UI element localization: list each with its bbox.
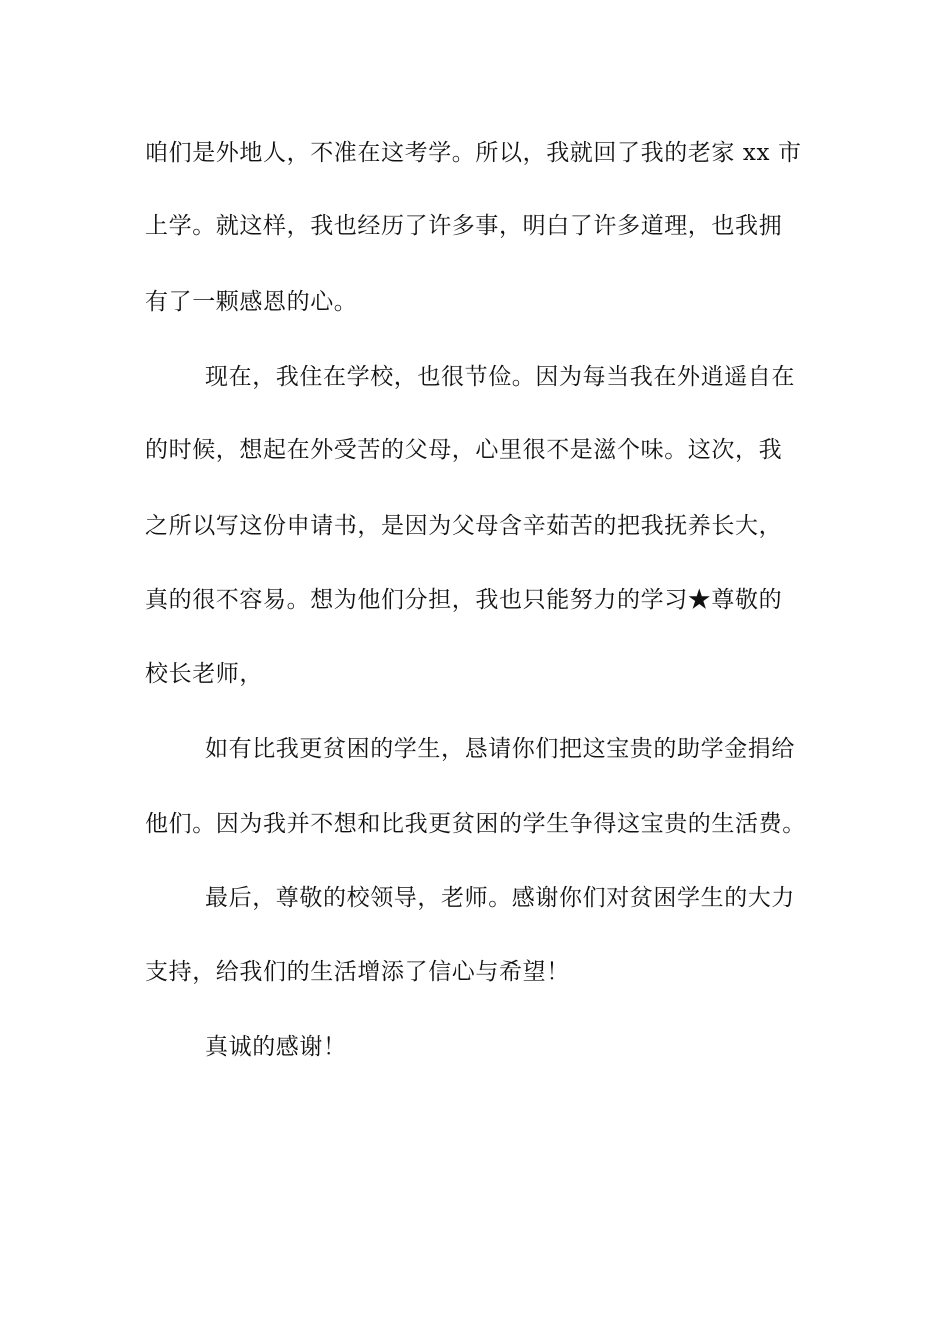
closing-line: 真诚的感谢！ — [205, 1034, 347, 1060]
text-line: 他们。因为我并不想和比我更贫困的学生争得这宝贵的生活费。 — [145, 811, 806, 837]
text-line: 有了一颗感恩的心。 — [145, 289, 358, 315]
text-line: 的时候，想起在外受苦的父母，心里很不是滋个味。这次，我 — [145, 437, 783, 463]
text-line: 真的很不容易。想为他们分担，我也只能努力的学习★尊敬的 — [145, 587, 783, 613]
paragraph-start-line: 现在，我住在学校，也很节俭。因为每当我在外逍遥自在 — [205, 364, 795, 390]
paragraph-start-line: 最后，尊敬的校领导，老师。感谢你们对贫困学生的大力 — [205, 885, 795, 911]
paragraph-start-line: 如有比我更贫困的学生，恳请你们把这宝贵的助学金捐给 — [205, 736, 795, 762]
text-line: 上学。就这样，我也经历了许多事，明白了许多道理，也我拥 — [145, 213, 783, 239]
text-line: 之所以写这份申请书，是因为父母含辛茹苦的把我抚养长大， — [145, 513, 783, 539]
text-line: 校长老师， — [145, 661, 263, 687]
text-line: 咱们是外地人，不准在这考学。所以，我就回了我的老家 xx 市 — [145, 140, 802, 166]
text-line: 支持，给我们的生活增添了信心与希望！ — [145, 959, 570, 985]
